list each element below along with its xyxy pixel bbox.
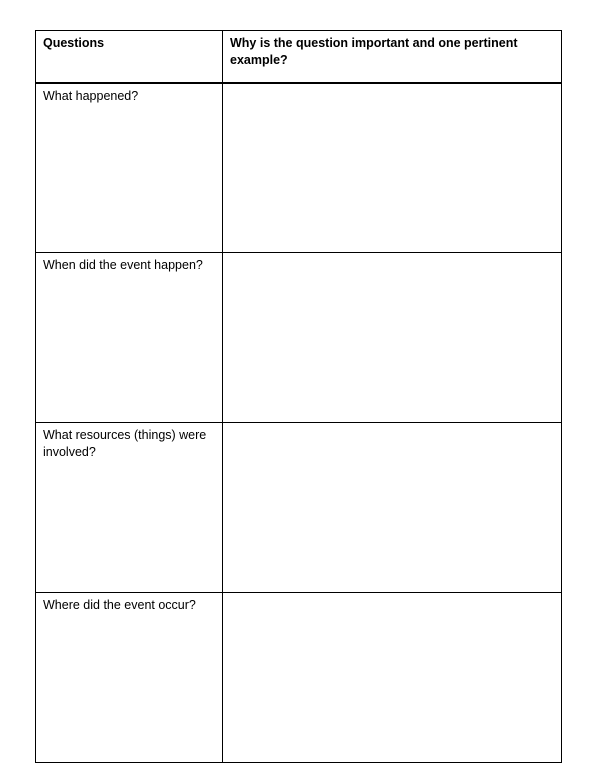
question-cell: What resources (things) were involved? xyxy=(36,423,223,593)
question-cell: Where did the event occur? xyxy=(36,593,223,763)
table-row xyxy=(36,253,562,423)
table-row xyxy=(36,83,562,253)
table-header-row xyxy=(36,31,562,83)
header-questions: Questions xyxy=(36,31,223,83)
answer-cell[interactable] xyxy=(223,423,562,593)
answer-cell[interactable] xyxy=(223,83,562,253)
question-cell: What happened? xyxy=(36,83,223,253)
answer-cell[interactable] xyxy=(223,253,562,423)
question-cell: When did the event happen? xyxy=(36,253,223,423)
header-importance-example: Why is the question important and one pertinent example? xyxy=(223,31,562,83)
table-row xyxy=(36,423,562,593)
answer-cell[interactable] xyxy=(223,593,562,763)
table-row xyxy=(36,593,562,763)
questions-table xyxy=(35,30,562,763)
